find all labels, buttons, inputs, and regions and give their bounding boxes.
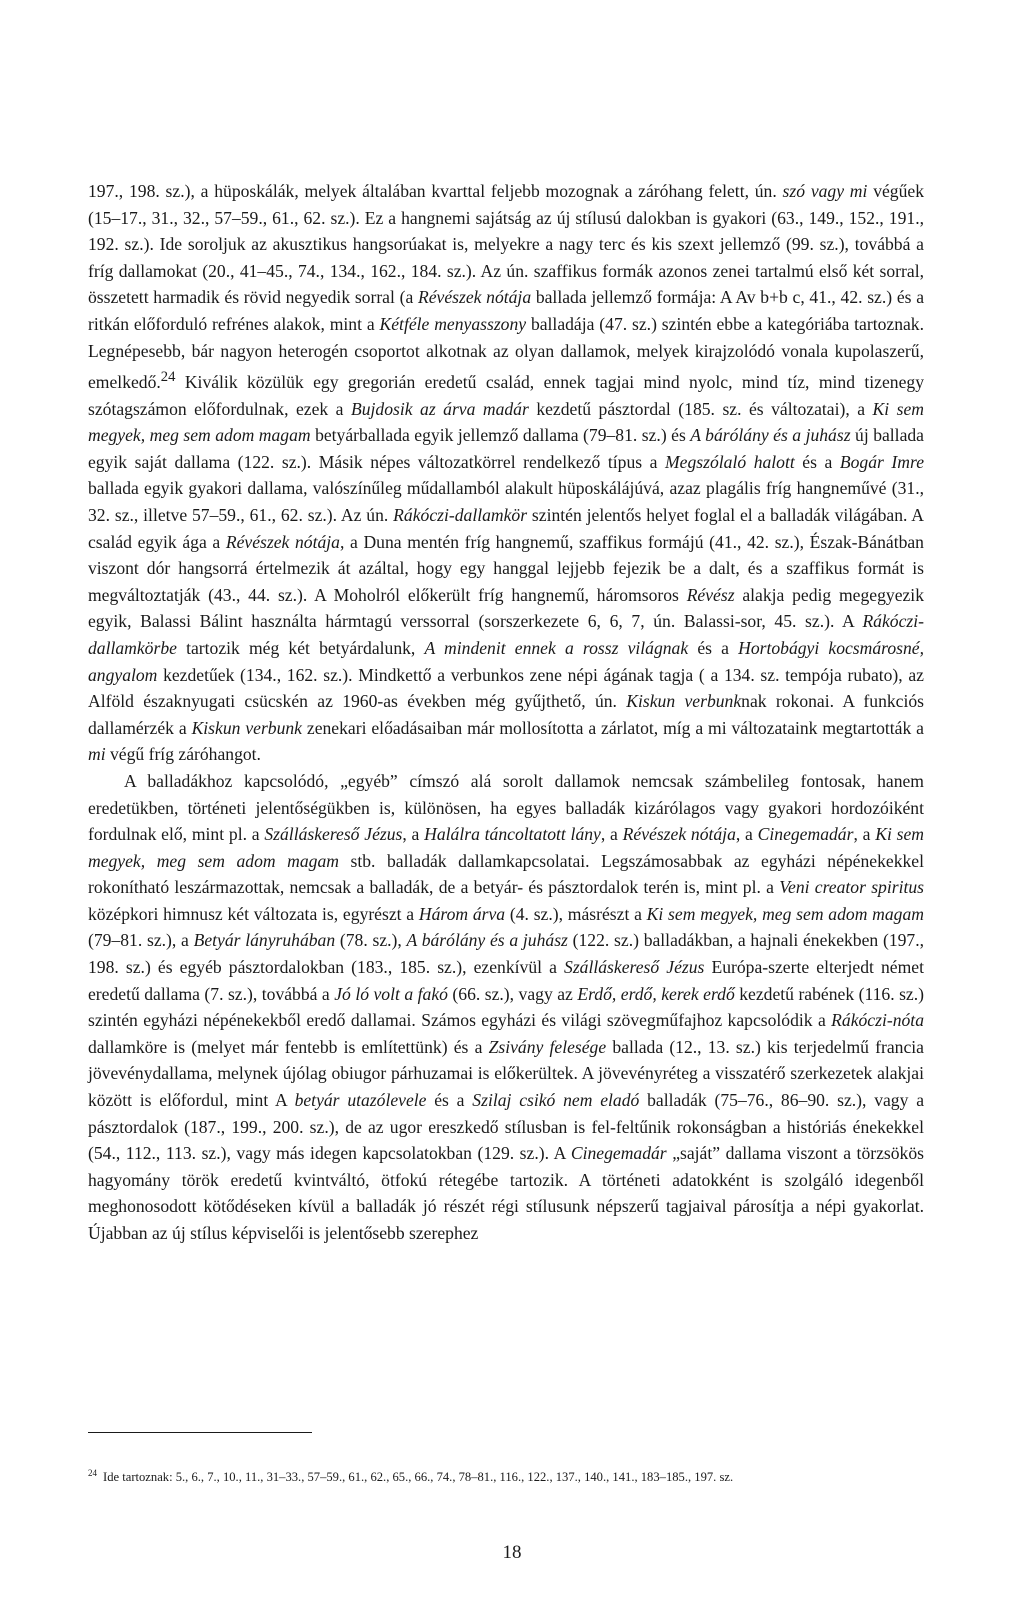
- text-run: , a Duna mentén fríg hangnemű, szaffikus formájú (41., 42. sz.), Észak-Bánátban viszont dór hangsorrá értelmezik át azáltal, hogy egy hanggal lejjebb fejezik be a dalt, és a szaffikus formát is megváltoztatják (43., 44. sz.). A Moholról előkerült fríg hangnemű, háromsoros: [88, 531, 924, 605]
- text-run: A balladákhoz kapcsolódó, „egyéb” címszó alá sorolt dallamok nemcsak számbelileg fontosak, hanem eredetükben, történeti jelentőségükben is, különösen, ha egyes balladák kizárólagos vagy gyakori hordozóiként fordulnak elő, mint pl. a: [88, 770, 924, 845]
- italic-title: szó vagy mi: [782, 181, 868, 201]
- italic-title: Ki sem megyek, meg sem adom magam: [88, 824, 924, 871]
- footnote-text: Ide tartoznak: 5., 6., 7., 10., 11., 31–33., 57–59., 61., 62., 65., 66., 74., 78–81., 116., 122., 137., 140., 141., 183–185., 197. sz.: [103, 1470, 734, 1485]
- text-run: betyárballada egyik jellemző dallama (79–81. sz.) és: [310, 425, 691, 446]
- text-run: ballada jellemző formája: A Av b+b c, 41., 42. sz.) és a ritkán előforduló refrénes alakok, mint a: [88, 287, 924, 334]
- text-run: és a: [426, 1090, 473, 1111]
- text-run: ballada egyik gyakori dallama, valószínűleg műdallamból alakult hüposkálájúvá, azaz plagális fríg hangneművé (31., 32. sz., illetve 57–59., 61., 62. sz.). Az ún.: [88, 478, 924, 525]
- text-run: új ballada egyik saját dallama (122. sz.). Másik népes változatkörrel rendelkező típus a: [88, 425, 924, 472]
- italic-title: Halálra táncoltatott lány: [424, 824, 601, 845]
- text-run: végű fríg záróhangot.: [105, 744, 261, 765]
- italic-title: Ki sem megyek, meg sem adom magam: [88, 398, 925, 446]
- text-run: Kiválik közülük egy gregorián eredetű család, ennek tagjai mind nyolc, mind tíz, mind tizenegy szótagszámon előfordulnak, ezek a: [88, 372, 924, 419]
- italic-title: Cinegemadár: [570, 1143, 667, 1164]
- italic-title: Révészek nótája: [225, 531, 340, 552]
- italic-title: Kiskun verbunk: [626, 691, 742, 712]
- text-run: (66. sz.), vagy az: [447, 983, 578, 1004]
- text-run: kezdetű pásztordal (185. sz. és változatai), a: [528, 398, 873, 419]
- text-run: alakja pedig megegyezik egyik, Balassi Bálint használta hármtagú verssorral (sorszerkezete 6, 6, 7, ún. Balassi-sor, 45. sz.). A: [88, 584, 924, 632]
- text-run: , a: [853, 824, 876, 845]
- italic-title: Megszólaló halott: [665, 451, 795, 472]
- page-number: 18: [502, 1542, 522, 1563]
- footnote-mark: 24: [88, 1468, 97, 1478]
- text-run: kezdetű rabének (116. sz.) szintén egyházi népénekekből eredő dallamai. Számos egyházi és világi szövegműfajhoz kapcsolódik a: [88, 983, 924, 1031]
- italic-title: betyár utazólevele: [294, 1090, 427, 1111]
- italic-title: Rákóczi-dallamkörbe: [88, 611, 924, 658]
- text-run: , a: [735, 824, 758, 845]
- italic-title: Bogár Imre: [839, 451, 924, 472]
- paragraph-1: [88, 178, 924, 768]
- text-run: stb. balladák dallamkapcsolatai. Legszámosabbak az egyházi népénekekkel rokonítható leszármazottak, nemcsak a balladák, de a betyár- és pásztordalok terén is, mint pl. a: [88, 850, 924, 898]
- text-run: 197., 198. sz.), a hüposkálák, melyek általában kvarttal feljebb mozognak a záróhang felett, ún.: [88, 181, 783, 201]
- italic-title: Kétféle menyasszony: [379, 313, 527, 334]
- italic-title: Szálláskereső Jézus: [264, 824, 403, 845]
- text-run: és a: [794, 451, 840, 472]
- italic-title: Kiskun verbunk: [191, 717, 302, 738]
- text-run: balladák (75–76., 86–90. sz.), vagy a pásztordalok (187., 199., 200. sz.), de az ugor ereszkedő stílusban is fel-feltűnik rokonságban a históriás énekekkel (54., 112., 113. sz.), vagy más idegen kapcsolatokban (129. sz.). A: [88, 1090, 924, 1164]
- text-run: (79–81. sz.), a: [88, 930, 194, 951]
- text-run: „saját” dallama viszont a törzsökös hagyomány török eredetű kvintváltó, ötfokú rétegébe tartozik. A történeti adatokként is szolgáló idegenből meghonosodott kötődéseken kívül a balladák jó részét régi stílusunk népszerű tagjaival párosítja a népi gyakorlat. Újabban az új stílus képviselői is jelentősebb szerephez: [88, 1143, 924, 1244]
- text-run: középkori himnusz két változata is, egyrészt a: [88, 903, 419, 924]
- body-text: [88, 178, 924, 1247]
- text-run: dallamköre is (melyet már fentebb is említettünk) és a: [88, 1036, 489, 1057]
- italic-title: Betyár lányruhában: [193, 930, 336, 951]
- text-run: , a: [600, 824, 623, 845]
- text-run: (78. sz.),: [335, 930, 407, 951]
- italic-title: Révészek nótája: [622, 824, 736, 845]
- italic-title: Ki sem megyek, meg sem adom magam: [646, 903, 924, 924]
- italic-title: Veni creator spiritus: [779, 877, 924, 898]
- italic-title: Cinegemadár: [757, 824, 854, 845]
- text-run: végűek (15–17., 31., 32., 57–59., 61., 62. sz.). Ez a hangnemi sajátság az új stílusú dalokban is gyakori (63., 149., 152., 191., 192. sz.). Ide soroljuk az akusztikus hangsorúakat is, melyekre a nagy terc és kis szext jellemző (99. sz.), továbbá a fríg dallamokat (20., 41–45., 74., 134., 162., 184. sz.). Az ún. szaffikus formák azonos zenei tartalmú első két sorral, összetett harmadik és rövid negyedik sorral (a: [88, 181, 924, 308]
- text-run: kezdetűek (134., 162. sz.). Mindkettő a verbunkos zene népi ágának tagja ( a 134. sz. tempója rubato), az Alföld északnyugati csücskén az 1960-as években még gyűjthető, ún.: [88, 664, 924, 712]
- footnote: [88, 1464, 924, 1486]
- italic-title: A bárólány és a juhász: [406, 930, 568, 951]
- text-run: tartozik még két betyárdalunk,: [176, 637, 425, 658]
- text-run: ballada (12., 13. sz.) kis terjedelmű francia jövevénydallama, melynek újólag obiugor párhuzamai is előkerültek. A jövevényréteg a visszatérő szerkezetek alakjai között is előfordul, mint A: [88, 1036, 924, 1111]
- italic-title: Rákóczi-nóta: [831, 1010, 924, 1031]
- italic-title: Három árva: [418, 903, 506, 924]
- text-run: zenekari előadásaiban már mollosította a zárlatot, míg a mi változataink megtartották a: [302, 717, 924, 738]
- footnote-separator: [88, 1432, 312, 1433]
- italic-title: Rákóczi-dallamkör: [393, 504, 528, 525]
- italic-title: Szálláskereső Jézus: [564, 957, 705, 978]
- text-run: Európa-szerte elterjedt német eredetű dallama (7. sz.), továbbá a: [88, 957, 924, 1004]
- italic-title: Erdő, erdő, kerek erdő: [577, 983, 735, 1004]
- paragraph-2: [88, 768, 924, 1247]
- footnote-reference: 24: [160, 369, 176, 386]
- italic-title: Révészek nótája: [417, 287, 532, 308]
- text-run: balladája (47. sz.) szintén ebbe a kategóriába tartoznak. Legnépesebb, bár nagyon heterogén csoportot alkotnak az olyan dallamok, melyek kirajzolódó vonala kupolaszerű, emelkedő.: [88, 313, 924, 393]
- text-run: , a: [402, 824, 425, 845]
- italic-title: mi: [88, 744, 106, 765]
- italic-title: A bárólány és a juhász: [690, 425, 851, 446]
- italic-title: A mindenit ennek a rossz világnak: [424, 637, 689, 658]
- text-run: szintén jelentős helyet foglal el a balladák világában. A család egyik ága a: [88, 504, 925, 552]
- text-run: és a: [688, 637, 739, 658]
- text-run: nak rokonai. A funkciós dallamérzék a: [88, 691, 925, 738]
- text-run: (4. sz.), másrészt a: [505, 903, 647, 924]
- italic-title: Bujdosik az árva madár: [350, 398, 529, 419]
- italic-title: Révész: [686, 584, 735, 605]
- italic-title: Zsivány felesége: [488, 1036, 607, 1057]
- italic-title: Szilaj csikó nem eladó: [472, 1090, 640, 1111]
- italic-title: Hortobágyi kocsmárosné, angyalom: [88, 637, 924, 685]
- text-run: (122. sz.) balladákban, a hajnali énekekben (197., 198. sz.) és egyéb pásztordalokban (183., 185. sz.), ezenkívül a: [88, 930, 925, 978]
- italic-title: Jó ló volt a fakó: [334, 983, 448, 1004]
